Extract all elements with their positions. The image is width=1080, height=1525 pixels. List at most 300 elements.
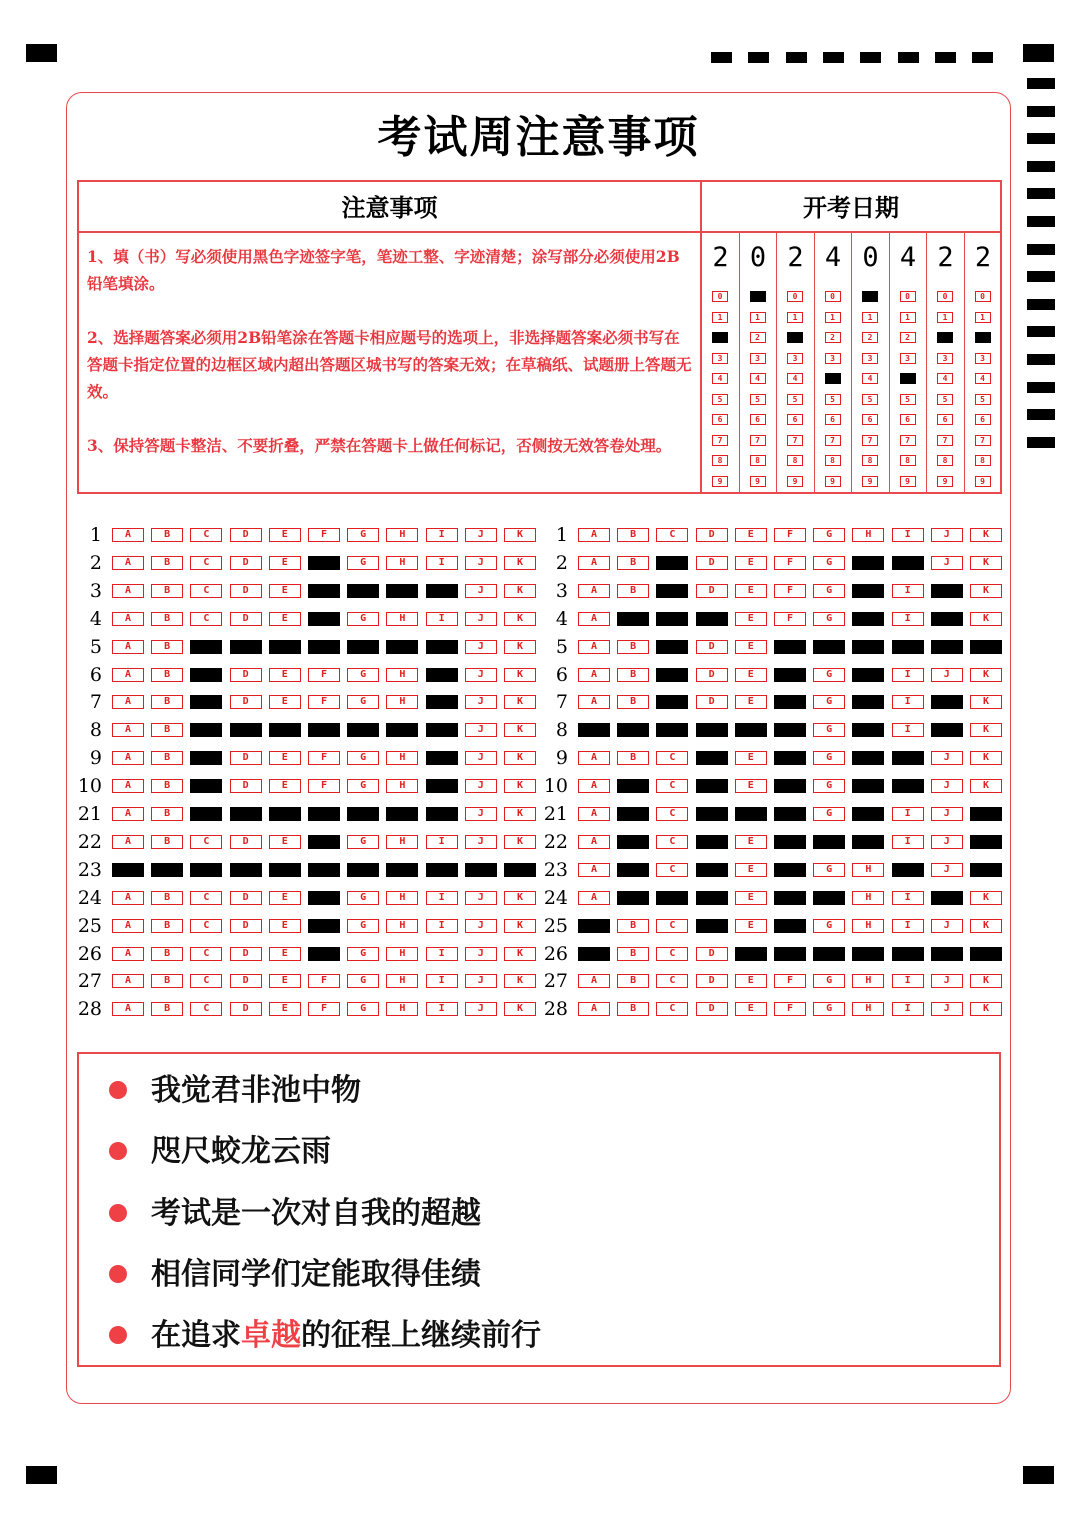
answer-bubble[interactable]: A <box>112 640 144 654</box>
answer-bubble[interactable]: H <box>386 919 418 933</box>
answer-bubble[interactable]: G <box>347 779 379 793</box>
answer-bubble[interactable]: F <box>774 723 806 737</box>
answer-bubble[interactable]: H <box>852 919 884 933</box>
answer-bubble[interactable]: E <box>269 668 301 682</box>
answer-bubble[interactable]: B <box>617 863 649 877</box>
answer-bubble[interactable]: K <box>504 919 536 933</box>
answer-bubble[interactable]: K <box>970 779 1002 793</box>
answer-bubble[interactable]: A <box>112 807 144 821</box>
answer-bubble[interactable]: H <box>386 779 418 793</box>
date-bubble[interactable]: 0 <box>787 291 803 302</box>
answer-bubble[interactable]: G <box>813 779 845 793</box>
answer-bubble[interactable]: D <box>230 751 262 765</box>
answer-bubble[interactable]: A <box>112 1002 144 1016</box>
answer-bubble[interactable]: G <box>347 640 379 654</box>
answer-bubble[interactable]: B <box>151 723 183 737</box>
answer-bubble[interactable]: B <box>151 640 183 654</box>
answer-bubble[interactable]: A <box>578 584 610 598</box>
answer-bubble[interactable]: G <box>347 528 379 542</box>
answer-bubble[interactable]: I <box>892 695 924 709</box>
answer-bubble[interactable]: A <box>578 779 610 793</box>
answer-bubble[interactable]: K <box>504 584 536 598</box>
date-bubble[interactable]: 6 <box>937 414 953 425</box>
answer-bubble[interactable]: B <box>617 640 649 654</box>
date-bubble[interactable]: 9 <box>862 476 878 487</box>
date-bubble[interactable]: 5 <box>937 394 953 405</box>
answer-bubble[interactable]: D <box>230 584 262 598</box>
answer-bubble[interactable]: A <box>112 863 144 877</box>
answer-bubble[interactable]: B <box>151 974 183 988</box>
answer-bubble[interactable]: J <box>465 807 497 821</box>
date-bubble[interactable]: 5 <box>750 394 766 405</box>
answer-bubble[interactable]: B <box>617 919 649 933</box>
answer-bubble[interactable]: H <box>386 556 418 570</box>
answer-bubble[interactable]: G <box>813 751 845 765</box>
answer-bubble[interactable]: K <box>970 863 1002 877</box>
answer-bubble[interactable]: J <box>931 584 963 598</box>
answer-bubble[interactable]: J <box>931 640 963 654</box>
answer-bubble[interactable]: H <box>386 640 418 654</box>
date-bubble[interactable]: 1 <box>712 312 728 323</box>
answer-bubble[interactable]: C <box>190 695 222 709</box>
answer-bubble[interactable]: C <box>190 612 222 626</box>
answer-bubble[interactable]: B <box>151 751 183 765</box>
answer-bubble[interactable]: K <box>970 1002 1002 1016</box>
date-bubble[interactable]: 1 <box>825 312 841 323</box>
answer-bubble[interactable]: H <box>852 556 884 570</box>
answer-bubble[interactable]: G <box>813 612 845 626</box>
answer-bubble[interactable]: F <box>774 891 806 905</box>
answer-bubble[interactable]: E <box>735 556 767 570</box>
answer-bubble[interactable]: J <box>931 695 963 709</box>
date-bubble[interactable]: 6 <box>787 414 803 425</box>
answer-bubble[interactable]: A <box>578 723 610 737</box>
answer-bubble[interactable]: K <box>970 584 1002 598</box>
answer-bubble[interactable]: J <box>465 891 497 905</box>
answer-bubble[interactable]: G <box>813 640 845 654</box>
date-bubble[interactable]: 8 <box>750 455 766 466</box>
answer-bubble[interactable]: I <box>426 668 458 682</box>
answer-bubble[interactable]: E <box>269 947 301 961</box>
answer-bubble[interactable]: K <box>970 668 1002 682</box>
answer-bubble[interactable]: A <box>578 974 610 988</box>
answer-bubble[interactable]: C <box>656 695 688 709</box>
answer-bubble[interactable]: K <box>504 640 536 654</box>
answer-bubble[interactable]: I <box>892 807 924 821</box>
date-bubble[interactable]: 7 <box>900 435 916 446</box>
answer-bubble[interactable]: G <box>813 947 845 961</box>
answer-bubble[interactable]: E <box>735 695 767 709</box>
answer-bubble[interactable]: A <box>578 807 610 821</box>
answer-bubble[interactable]: E <box>735 919 767 933</box>
answer-bubble[interactable]: J <box>465 723 497 737</box>
date-bubble[interactable]: 7 <box>712 435 728 446</box>
answer-bubble[interactable]: E <box>269 974 301 988</box>
answer-bubble[interactable]: A <box>578 612 610 626</box>
answer-bubble[interactable]: G <box>347 947 379 961</box>
date-bubble[interactable]: 1 <box>787 312 803 323</box>
answer-bubble[interactable]: I <box>426 863 458 877</box>
answer-bubble[interactable]: H <box>386 947 418 961</box>
date-bubble[interactable]: 5 <box>712 394 728 405</box>
answer-bubble[interactable]: A <box>112 556 144 570</box>
answer-bubble[interactable]: F <box>774 695 806 709</box>
answer-bubble[interactable]: A <box>112 528 144 542</box>
answer-bubble[interactable]: D <box>696 947 728 961</box>
answer-bubble[interactable]: B <box>151 891 183 905</box>
date-bubble[interactable]: 6 <box>825 414 841 425</box>
answer-bubble[interactable]: C <box>190 528 222 542</box>
answer-bubble[interactable]: G <box>347 863 379 877</box>
answer-bubble[interactable]: F <box>774 919 806 933</box>
answer-bubble[interactable]: J <box>465 528 497 542</box>
answer-bubble[interactable]: I <box>892 723 924 737</box>
answer-bubble[interactable]: F <box>308 779 340 793</box>
answer-bubble[interactable]: I <box>892 612 924 626</box>
date-bubble[interactable]: 3 <box>862 353 878 364</box>
answer-bubble[interactable]: K <box>504 835 536 849</box>
answer-bubble[interactable]: E <box>269 779 301 793</box>
answer-bubble[interactable]: K <box>504 751 536 765</box>
answer-bubble[interactable]: E <box>269 863 301 877</box>
answer-bubble[interactable]: E <box>269 919 301 933</box>
answer-bubble[interactable]: J <box>931 528 963 542</box>
answer-bubble[interactable]: C <box>656 891 688 905</box>
answer-bubble[interactable]: K <box>970 807 1002 821</box>
answer-bubble[interactable]: H <box>852 612 884 626</box>
answer-bubble[interactable]: H <box>386 584 418 598</box>
answer-bubble[interactable]: C <box>656 835 688 849</box>
answer-bubble[interactable]: D <box>230 612 262 626</box>
answer-bubble[interactable]: D <box>230 528 262 542</box>
date-bubble[interactable]: 5 <box>900 394 916 405</box>
answer-bubble[interactable]: E <box>269 751 301 765</box>
answer-bubble[interactable]: G <box>347 891 379 905</box>
answer-bubble[interactable]: E <box>735 528 767 542</box>
answer-bubble[interactable]: F <box>774 668 806 682</box>
date-bubble[interactable]: 3 <box>750 353 766 364</box>
answer-bubble[interactable]: G <box>813 723 845 737</box>
answer-bubble[interactable]: G <box>347 919 379 933</box>
answer-bubble[interactable]: A <box>578 556 610 570</box>
answer-bubble[interactable]: K <box>504 528 536 542</box>
answer-bubble[interactable]: G <box>813 695 845 709</box>
answer-bubble[interactable]: J <box>931 919 963 933</box>
date-bubble[interactable]: 2 <box>825 332 841 343</box>
date-bubble[interactable]: 0 <box>712 291 728 302</box>
date-bubble[interactable]: 4 <box>937 373 953 384</box>
answer-bubble[interactable]: K <box>970 528 1002 542</box>
answer-bubble[interactable]: H <box>386 974 418 988</box>
answer-bubble[interactable]: D <box>230 807 262 821</box>
answer-bubble[interactable]: E <box>269 612 301 626</box>
date-bubble[interactable]: 7 <box>787 435 803 446</box>
answer-bubble[interactable]: G <box>813 863 845 877</box>
date-bubble[interactable]: 9 <box>787 476 803 487</box>
answer-bubble[interactable]: G <box>347 974 379 988</box>
answer-bubble[interactable]: J <box>465 779 497 793</box>
answer-bubble[interactable]: D <box>696 779 728 793</box>
answer-bubble[interactable]: F <box>774 556 806 570</box>
answer-bubble[interactable]: D <box>230 947 262 961</box>
answer-bubble[interactable]: F <box>774 612 806 626</box>
date-bubble[interactable]: 7 <box>937 435 953 446</box>
answer-bubble[interactable]: G <box>813 974 845 988</box>
date-bubble[interactable]: 5 <box>787 394 803 405</box>
answer-bubble[interactable]: H <box>852 807 884 821</box>
answer-bubble[interactable]: H <box>386 528 418 542</box>
answer-bubble[interactable]: C <box>656 612 688 626</box>
date-bubble[interactable]: 4 <box>975 373 991 384</box>
date-bubble[interactable]: 4 <box>787 373 803 384</box>
answer-bubble[interactable]: D <box>696 1002 728 1016</box>
answer-bubble[interactable]: J <box>465 640 497 654</box>
answer-bubble[interactable]: B <box>617 751 649 765</box>
answer-bubble[interactable]: J <box>465 612 497 626</box>
answer-bubble[interactable]: I <box>892 584 924 598</box>
answer-bubble[interactable]: A <box>112 891 144 905</box>
answer-bubble[interactable]: B <box>151 584 183 598</box>
answer-bubble[interactable]: H <box>386 863 418 877</box>
answer-bubble[interactable]: H <box>852 584 884 598</box>
answer-bubble[interactable]: I <box>426 974 458 988</box>
answer-bubble[interactable]: F <box>308 1002 340 1016</box>
answer-bubble[interactable]: K <box>970 835 1002 849</box>
answer-bubble[interactable]: J <box>931 668 963 682</box>
answer-bubble[interactable]: G <box>813 584 845 598</box>
answer-bubble[interactable]: B <box>617 723 649 737</box>
answer-bubble[interactable]: D <box>696 584 728 598</box>
answer-bubble[interactable]: C <box>190 584 222 598</box>
date-bubble[interactable]: 9 <box>712 476 728 487</box>
answer-bubble[interactable]: J <box>465 695 497 709</box>
answer-bubble[interactable]: E <box>735 723 767 737</box>
answer-bubble[interactable]: G <box>813 891 845 905</box>
date-bubble[interactable]: 4 <box>900 373 916 384</box>
answer-bubble[interactable]: D <box>696 556 728 570</box>
answer-bubble[interactable]: E <box>269 584 301 598</box>
answer-bubble[interactable]: G <box>813 528 845 542</box>
answer-bubble[interactable]: K <box>970 612 1002 626</box>
answer-bubble[interactable]: J <box>931 1002 963 1016</box>
answer-bubble[interactable]: C <box>190 863 222 877</box>
answer-bubble[interactable]: K <box>504 556 536 570</box>
answer-bubble[interactable]: I <box>426 891 458 905</box>
answer-bubble[interactable]: F <box>308 668 340 682</box>
answer-bubble[interactable]: C <box>656 1002 688 1016</box>
answer-bubble[interactable]: J <box>931 863 963 877</box>
answer-bubble[interactable]: C <box>656 751 688 765</box>
answer-bubble[interactable]: K <box>504 779 536 793</box>
answer-bubble[interactable]: J <box>465 584 497 598</box>
answer-bubble[interactable]: D <box>696 751 728 765</box>
date-bubble[interactable]: 8 <box>787 455 803 466</box>
answer-bubble[interactable]: C <box>656 723 688 737</box>
date-bubble[interactable]: 3 <box>975 353 991 364</box>
answer-bubble[interactable]: G <box>347 556 379 570</box>
date-bubble[interactable]: 0 <box>750 291 766 302</box>
answer-bubble[interactable]: K <box>970 891 1002 905</box>
date-bubble[interactable]: 5 <box>862 394 878 405</box>
answer-bubble[interactable]: E <box>269 891 301 905</box>
answer-bubble[interactable]: E <box>269 807 301 821</box>
answer-bubble[interactable]: C <box>656 863 688 877</box>
answer-bubble[interactable]: B <box>617 612 649 626</box>
answer-bubble[interactable]: K <box>970 695 1002 709</box>
answer-bubble[interactable]: B <box>617 556 649 570</box>
answer-bubble[interactable]: I <box>892 640 924 654</box>
answer-bubble[interactable]: H <box>386 695 418 709</box>
answer-bubble[interactable]: B <box>151 1002 183 1016</box>
answer-bubble[interactable]: J <box>465 919 497 933</box>
answer-bubble[interactable]: C <box>190 723 222 737</box>
answer-bubble[interactable]: G <box>347 751 379 765</box>
answer-bubble[interactable]: G <box>813 556 845 570</box>
answer-bubble[interactable]: D <box>696 807 728 821</box>
date-bubble[interactable]: 2 <box>937 332 953 343</box>
date-bubble[interactable]: 1 <box>937 312 953 323</box>
answer-bubble[interactable]: G <box>813 835 845 849</box>
date-bubble[interactable]: 6 <box>750 414 766 425</box>
answer-bubble[interactable]: I <box>892 528 924 542</box>
answer-bubble[interactable]: C <box>656 974 688 988</box>
answer-bubble[interactable]: B <box>617 807 649 821</box>
answer-bubble[interactable]: B <box>617 668 649 682</box>
answer-bubble[interactable]: E <box>735 751 767 765</box>
answer-bubble[interactable]: A <box>112 723 144 737</box>
answer-bubble[interactable]: C <box>190 891 222 905</box>
answer-bubble[interactable]: A <box>112 919 144 933</box>
answer-bubble[interactable]: A <box>578 919 610 933</box>
answer-bubble[interactable]: C <box>656 779 688 793</box>
answer-bubble[interactable]: C <box>190 807 222 821</box>
answer-bubble[interactable]: A <box>578 863 610 877</box>
answer-bubble[interactable]: J <box>931 891 963 905</box>
answer-bubble[interactable]: G <box>347 584 379 598</box>
date-bubble[interactable]: 6 <box>712 414 728 425</box>
answer-bubble[interactable]: G <box>347 807 379 821</box>
answer-bubble[interactable]: J <box>931 947 963 961</box>
answer-bubble[interactable]: F <box>308 807 340 821</box>
answer-bubble[interactable]: J <box>465 947 497 961</box>
answer-bubble[interactable]: J <box>465 863 497 877</box>
answer-bubble[interactable]: K <box>504 891 536 905</box>
answer-bubble[interactable]: B <box>151 779 183 793</box>
answer-bubble[interactable]: H <box>852 1002 884 1016</box>
answer-bubble[interactable]: F <box>774 640 806 654</box>
answer-bubble[interactable]: J <box>931 835 963 849</box>
date-bubble[interactable]: 8 <box>862 455 878 466</box>
answer-bubble[interactable]: I <box>892 556 924 570</box>
date-bubble[interactable]: 4 <box>825 373 841 384</box>
answer-bubble[interactable]: I <box>892 974 924 988</box>
answer-bubble[interactable]: D <box>696 863 728 877</box>
answer-bubble[interactable]: E <box>735 612 767 626</box>
date-bubble[interactable]: 1 <box>900 312 916 323</box>
answer-bubble[interactable]: B <box>617 779 649 793</box>
answer-bubble[interactable]: D <box>696 528 728 542</box>
answer-bubble[interactable]: B <box>617 695 649 709</box>
answer-bubble[interactable]: E <box>735 640 767 654</box>
answer-bubble[interactable]: G <box>347 612 379 626</box>
answer-bubble[interactable]: I <box>426 947 458 961</box>
answer-bubble[interactable]: D <box>230 835 262 849</box>
answer-bubble[interactable]: H <box>852 779 884 793</box>
answer-bubble[interactable]: H <box>852 751 884 765</box>
date-bubble[interactable]: 2 <box>862 332 878 343</box>
answer-bubble[interactable]: E <box>269 528 301 542</box>
answer-bubble[interactable]: K <box>970 974 1002 988</box>
answer-bubble[interactable]: D <box>696 723 728 737</box>
answer-bubble[interactable]: I <box>426 695 458 709</box>
answer-bubble[interactable]: D <box>696 835 728 849</box>
date-bubble[interactable]: 4 <box>712 373 728 384</box>
answer-bubble[interactable]: F <box>308 947 340 961</box>
answer-bubble[interactable]: F <box>774 863 806 877</box>
date-bubble[interactable]: 0 <box>862 291 878 302</box>
answer-bubble[interactable]: I <box>426 556 458 570</box>
answer-bubble[interactable]: I <box>426 1002 458 1016</box>
answer-bubble[interactable]: F <box>308 751 340 765</box>
answer-bubble[interactable]: C <box>190 640 222 654</box>
date-bubble[interactable]: 0 <box>975 291 991 302</box>
date-bubble[interactable]: 2 <box>787 332 803 343</box>
answer-bubble[interactable]: E <box>735 835 767 849</box>
answer-bubble[interactable]: G <box>813 807 845 821</box>
answer-bubble[interactable]: D <box>696 640 728 654</box>
date-bubble[interactable]: 7 <box>750 435 766 446</box>
answer-bubble[interactable]: H <box>386 1002 418 1016</box>
answer-bubble[interactable]: K <box>504 723 536 737</box>
answer-bubble[interactable]: K <box>970 919 1002 933</box>
date-bubble[interactable]: 8 <box>825 455 841 466</box>
answer-bubble[interactable]: D <box>230 779 262 793</box>
answer-bubble[interactable]: H <box>852 640 884 654</box>
answer-bubble[interactable]: G <box>813 1002 845 1016</box>
answer-bubble[interactable]: B <box>151 807 183 821</box>
answer-bubble[interactable]: F <box>774 835 806 849</box>
date-bubble[interactable]: 0 <box>900 291 916 302</box>
answer-bubble[interactable]: I <box>426 640 458 654</box>
answer-bubble[interactable]: E <box>269 1002 301 1016</box>
answer-bubble[interactable]: J <box>465 1002 497 1016</box>
answer-bubble[interactable]: A <box>578 947 610 961</box>
answer-bubble[interactable]: F <box>774 584 806 598</box>
answer-bubble[interactable]: F <box>308 556 340 570</box>
answer-bubble[interactable]: E <box>735 974 767 988</box>
answer-bubble[interactable]: K <box>504 947 536 961</box>
answer-bubble[interactable]: G <box>347 695 379 709</box>
answer-bubble[interactable]: J <box>931 556 963 570</box>
answer-bubble[interactable]: C <box>656 528 688 542</box>
date-bubble[interactable]: 6 <box>900 414 916 425</box>
answer-bubble[interactable]: B <box>151 863 183 877</box>
answer-bubble[interactable]: I <box>426 612 458 626</box>
answer-bubble[interactable]: H <box>852 668 884 682</box>
answer-bubble[interactable]: F <box>774 807 806 821</box>
answer-bubble[interactable]: H <box>386 751 418 765</box>
date-bubble[interactable]: 2 <box>750 332 766 343</box>
date-bubble[interactable]: 3 <box>937 353 953 364</box>
answer-bubble[interactable]: I <box>426 584 458 598</box>
answer-bubble[interactable]: A <box>112 584 144 598</box>
date-bubble[interactable]: 4 <box>750 373 766 384</box>
date-bubble[interactable]: 3 <box>787 353 803 364</box>
answer-bubble[interactable]: C <box>656 584 688 598</box>
answer-bubble[interactable]: E <box>269 640 301 654</box>
answer-bubble[interactable]: J <box>465 668 497 682</box>
answer-bubble[interactable]: H <box>852 974 884 988</box>
